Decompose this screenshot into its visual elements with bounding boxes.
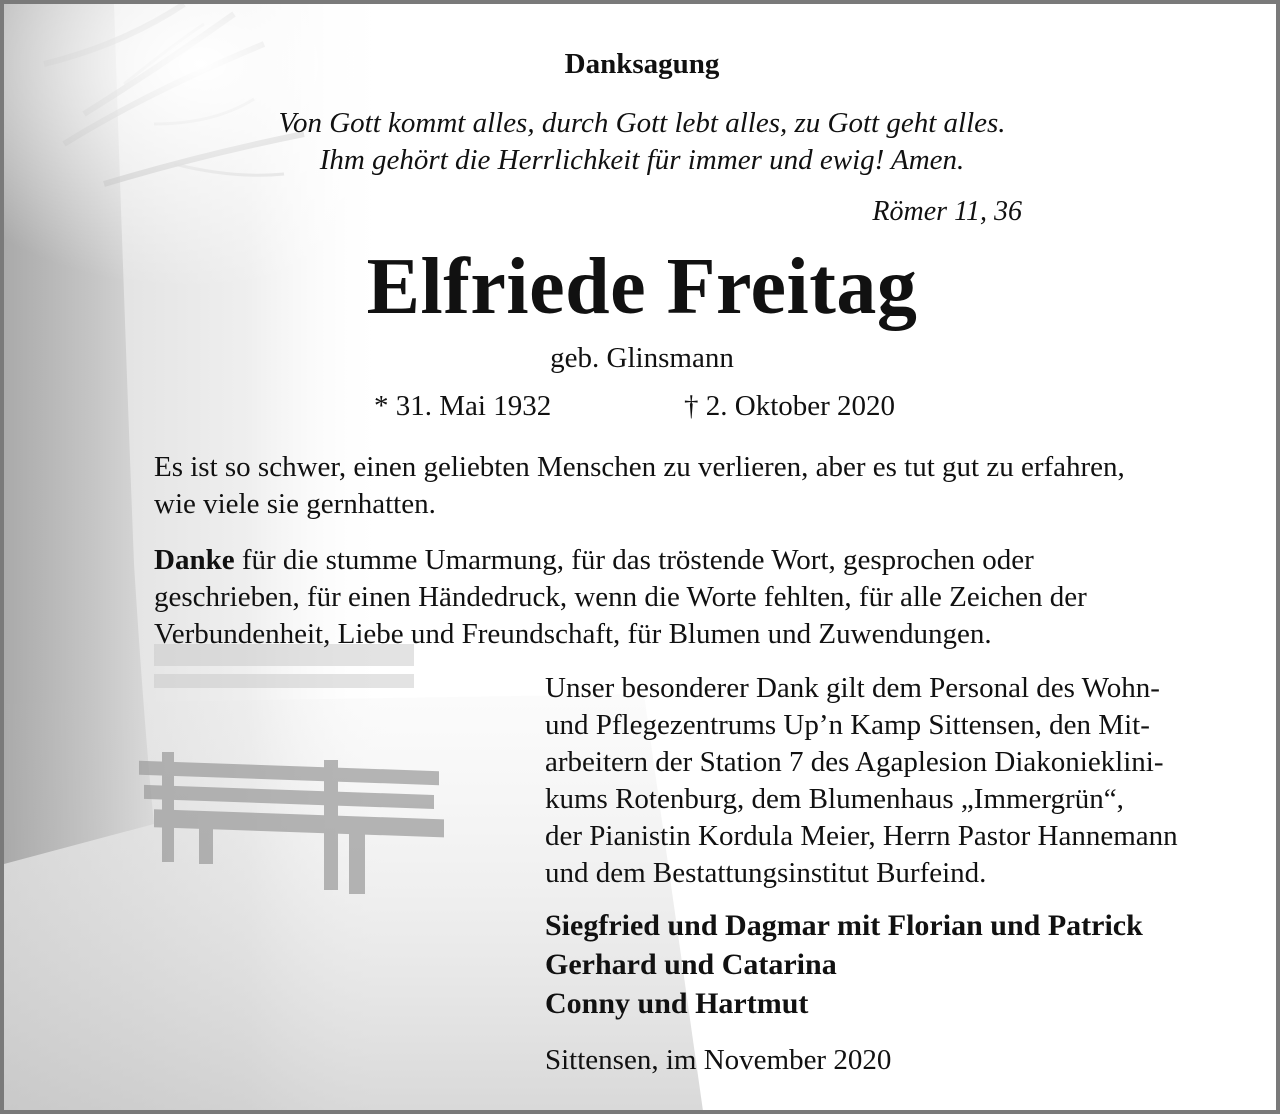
- heading-danksagung: Danksagung: [564, 48, 720, 80]
- paragraph-line: der Pianistin Kordula Meier, Herrn Pastor Hannemann: [545, 820, 1178, 852]
- verse-reference: Römer 11, 36: [872, 196, 1022, 227]
- deceased-name: Elfriede Freitag: [366, 243, 918, 331]
- paragraph-special-thanks: [545, 670, 1245, 892]
- paragraph-line: und dem Bestattungsinstitut Burfeind.: [545, 857, 987, 889]
- bold-danke: Danke: [154, 544, 235, 576]
- paragraph-line: arbeitern der Station 7 des Agaplesion Diakonieklini-: [545, 746, 1164, 778]
- place-and-date: Sittensen, im November 2020: [545, 1044, 892, 1076]
- birth-date: * 31. Mai 1932: [374, 390, 552, 422]
- paragraph-line: Es ist so schwer, einen geliebten Menschen zu verlieren, aber es tut gut zu erfahren,: [154, 451, 1125, 483]
- paragraph-thanks: [154, 542, 1234, 653]
- death-date: † 2. Oktober 2020: [684, 390, 896, 422]
- signature-line-1: Siegfried und Dagmar mit Florian und Patrick: [545, 909, 1143, 942]
- notice-content: [4, 4, 1280, 1114]
- maiden-name: geb. Glinsmann: [550, 342, 734, 374]
- verse-line-1: Von Gott kommt alles, durch Gott lebt alles, zu Gott geht alles.: [278, 107, 1006, 139]
- verse-line-2: Ihm gehört die Herrlichkeit für immer und ewig! Amen.: [319, 144, 965, 176]
- signature-line-3: Conny und Hartmut: [545, 987, 809, 1020]
- paragraph-line: Verbundenheit, Liebe und Freundschaft, für Blumen und Zuwendungen.: [154, 618, 992, 650]
- paragraph-line-rest: für die stumme Umarmung, für das tröstende Wort, gesprochen oder: [234, 544, 1034, 576]
- paragraph-line: und Pflegezentrums Up’n Kamp Sittensen, den Mit-: [545, 709, 1150, 741]
- paragraph-line: Unser besonderer Dank gilt dem Personal des Wohn-: [545, 672, 1160, 704]
- paragraph-intro: [154, 449, 1214, 523]
- paragraph-line: geschrieben, für einen Händedruck, wenn die Worte fehlten, für alle Zeichen der: [154, 581, 1087, 613]
- paragraph-line: [154, 542, 1234, 579]
- signature-line-2: Gerhard und Catarina: [545, 948, 837, 981]
- paragraph-line: kums Rotenburg, dem Blumenhaus „Immergrün“,: [545, 783, 1124, 815]
- paragraph-line: wie viele sie gernhatten.: [154, 488, 436, 520]
